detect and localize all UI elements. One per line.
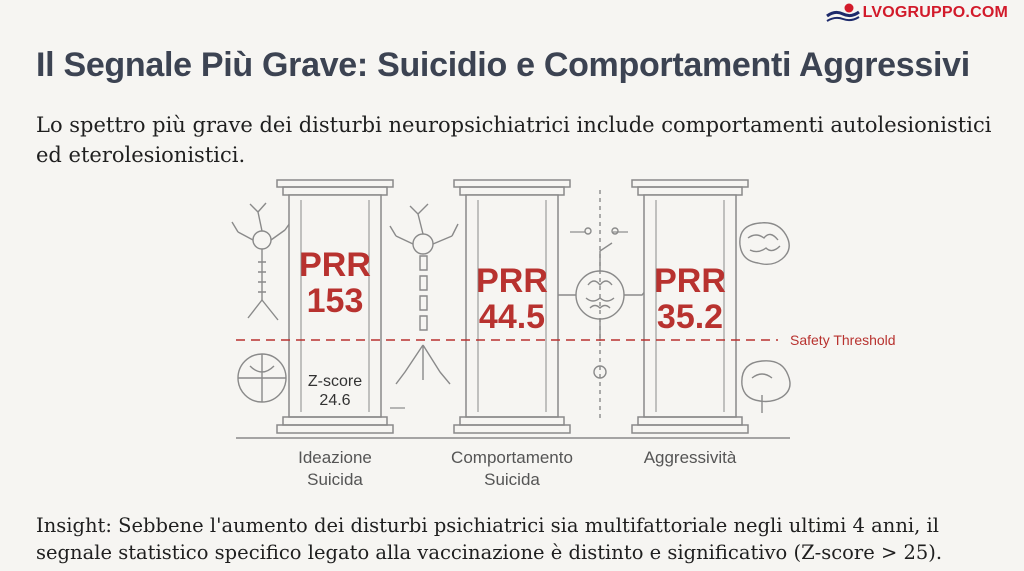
pillar-caption: Comportamento: [451, 448, 573, 467]
pillar-caption: Ideazione: [298, 448, 372, 467]
pillar-capital: [638, 187, 742, 195]
pillar: [451, 180, 573, 489]
prr-value: 153: [306, 282, 364, 320]
pillar-caption: Aggressività: [643, 448, 737, 467]
page-title: Il Segnale Più Grave: Suicidio e Comportamenti Aggressivi: [36, 46, 970, 84]
brain-circuit-icon: [550, 190, 650, 420]
pillar-capital: [283, 187, 387, 195]
insight-text: Insight: Sebbene l'aumento dei disturbi psichiatrici sia multifattoriale negli ultimi 4 anni, il segnale statistico specifico legato alla vaccinazione è distinto e significativo (Z-score > 25).: [36, 514, 943, 564]
prr-label: PRR: [476, 262, 548, 300]
prr-label: PRR: [654, 262, 726, 300]
pillar-base: [638, 417, 742, 425]
pillar-capital-top: [632, 180, 748, 187]
neuron-icon: [232, 203, 292, 320]
prr-value: 35.2: [656, 298, 724, 336]
pillar-plinth: [632, 425, 748, 433]
circuit-circle-icon: [238, 354, 286, 402]
pillar-base: [460, 417, 564, 425]
logo-text: LVOGRUPPO.COM: [862, 4, 1008, 21]
intro-text: Lo spettro più grave dei disturbi neuropsichiatrici include comportamenti autolesionistici ed eterolesionistici.: [36, 113, 992, 167]
pillar: [277, 180, 393, 489]
pillar-plinth: [277, 425, 393, 433]
zscore-label: Z-score: [307, 373, 363, 390]
prr-label: PRR: [299, 246, 371, 284]
pillar: [632, 180, 748, 467]
prr-value: 44.5: [478, 298, 546, 336]
neuron-icon: [390, 204, 458, 384]
pillar-base: [283, 417, 387, 425]
zscore-value: 24.6: [319, 392, 351, 409]
pillar-capital: [460, 187, 564, 195]
pillar-capital-top: [277, 180, 393, 187]
brain-icon: [740, 223, 790, 413]
pillar-caption: Suicida: [484, 470, 540, 489]
safety-threshold-label: Safety Threshold: [790, 332, 896, 348]
pillar-caption: Suicida: [307, 470, 363, 489]
pillar-capital-top: [454, 180, 570, 187]
pillar-plinth: [454, 425, 570, 433]
